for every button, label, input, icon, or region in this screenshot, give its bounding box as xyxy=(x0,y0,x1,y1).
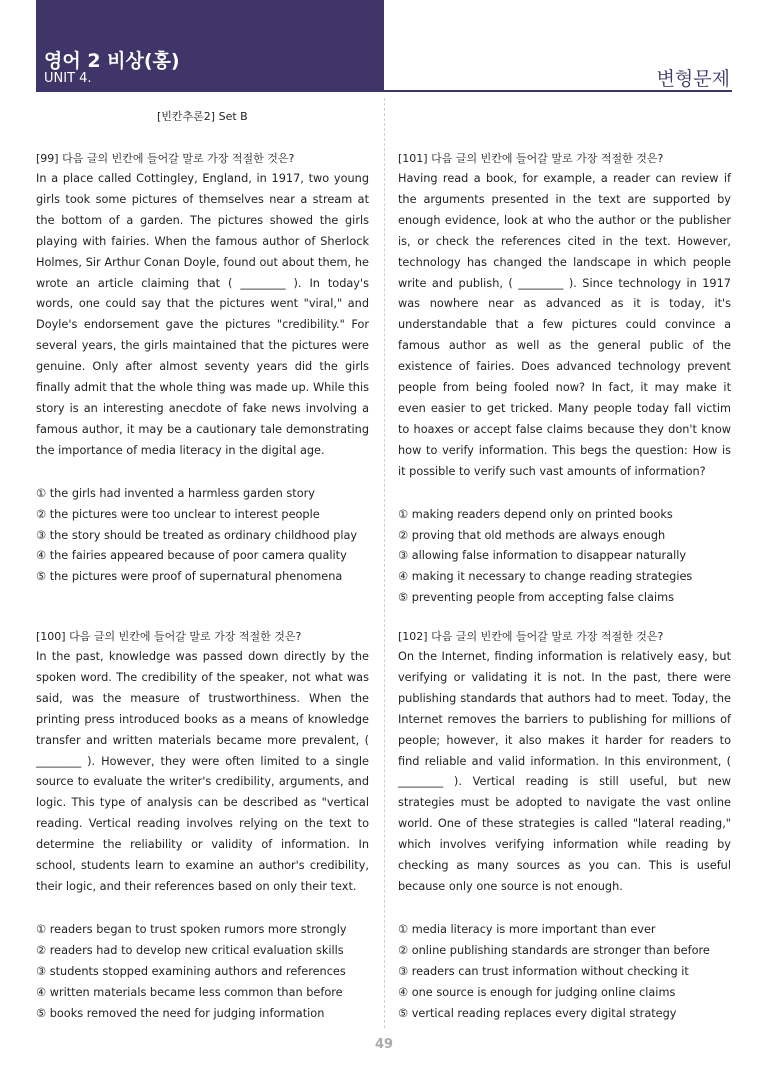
answer-option[interactable]: ④ the fairies appeared because of poor camera quality xyxy=(36,549,347,563)
question-passage: In a place called Cottingley, England, in 1917, two young girls took some pictures of themselves near a stream at the bottom of a garden. The pictures showed the girls playing with fairies. When the famous author of Sherlock Holmes, Sir Arthur Conan Doyle, found out about them, he wrote an article claiming that ( ________ ). In today's words, one could say that the pictures went "viral," and Doyle's endorsement gave the pictures "credibility." For several years, the girls maintained that the pictures were genuine. Only after almost seventy years did the girls finally admit that the whole thing was made up. While this story is an interesting anecdote of fake news involving a famous author, it may be a cautionary tale demonstrating the importance of media literacy in the digital age. xyxy=(36,172,369,457)
answer-option[interactable]: ① media literacy is more important than ever xyxy=(398,922,656,936)
answer-option[interactable]: ④ making it necessary to change reading strategies xyxy=(398,570,693,584)
answer-options xyxy=(36,484,369,589)
answer-option[interactable]: ⑤ the pictures were proof of supernatural phenomena xyxy=(36,570,343,584)
answer-options xyxy=(398,505,731,610)
answer-option[interactable]: ③ the story should be treated as ordinary childhood play xyxy=(36,528,358,542)
question-99 xyxy=(36,148,369,588)
section-label: 변형문제 xyxy=(656,68,730,90)
answer-option[interactable]: ⑤ preventing people from accepting false claims xyxy=(398,591,675,605)
question-passage: On the Internet, finding information is relatively easy, but verifying or validating it is not. In the past, there were publishing standards that authors had to meet. Today, the Internet removes the barriers to publishing for millions of people; however, it also makes it harder for readers to find reliable and valid information. In this environment, ( ________ ). Vertical reading is still useful, but new strategies must be adopted to navigate the vast online world. One of these strategies is called "lateral reading," which involves verifying information while reading by checking as many sources as you can. This is useful because only one source is not enough. xyxy=(398,650,731,893)
question-101 xyxy=(398,148,731,609)
question-heading: [102] 다음 글의 빈칸에 들어갈 말로 가장 적절한 것은? xyxy=(398,630,664,643)
unit-label: UNIT 4. xyxy=(44,71,92,86)
answer-option[interactable]: ② proving that old methods are always enough xyxy=(398,528,666,542)
answer-option[interactable]: ④ written materials became less common than before xyxy=(36,985,343,999)
answer-options xyxy=(36,920,369,1025)
question-passage: Having read a book, for example, a reader can review if the arguments presented in the text are supported by enough evidence, look at who the author or the publisher is, or check the references cited in the text. However, technology has changed the landscape in which people write and publish, ( ________ ). Since technology in 1917 was nowhere near as advanced as it is today, it's understandable that a few pictures could convince a famous author as well as the general public of the existence of fairies. Does advanced technology prevent people from being fooled now? In fact, it may make it even easier to get tricked. Many people today fall victim to hoaxes or accept false claims because they don't know how to verify information. This begs the question: How is it possible to verify such vast amounts of information? xyxy=(398,172,731,478)
answer-option[interactable]: ④ one source is enough for judging online claims xyxy=(398,985,676,999)
question-102 xyxy=(398,626,731,1024)
answer-option[interactable]: ③ readers can trust information without checking it xyxy=(398,964,689,978)
answer-option[interactable]: ① the girls had invented a harmless garden story xyxy=(36,486,315,500)
page-number: 49 xyxy=(374,1037,394,1052)
answer-option[interactable]: ③ students stopped examining authors and references xyxy=(36,964,346,978)
answer-option[interactable]: ③ allowing false information to disappear naturally xyxy=(398,549,687,563)
answer-option[interactable]: ② the pictures were too unclear to interest people xyxy=(36,507,320,521)
question-passage: In the past, knowledge was passed down directly by the spoken word. The credibility of the speaker, not what was said, was the measure of trustworthiness. When the printing press introduced books as a means of knowledge transfer and written materials became more prevalent, ( ________ ). However, they were often limited to a single source to evaluate the writer's credibility, arguments, and logic. This type of analysis can be described as "vertical reading. Vertical reading involves relying on the text to determine the reliability or validity of information. In school, students learn to examine an author's credibility, their logic, and their references based on only their text. xyxy=(36,650,369,893)
header-rule xyxy=(36,90,732,92)
answer-option[interactable]: ⑤ vertical reading replaces every digital strategy xyxy=(398,1006,677,1020)
answer-option[interactable]: ② readers had to develop new critical evaluation skills xyxy=(36,943,344,957)
answer-option[interactable]: ② online publishing standards are stronger than before xyxy=(398,943,710,957)
textbook-title: 영어 2 비상(홍) xyxy=(44,50,180,72)
question-heading: [101] 다음 글의 빈칸에 들어갈 말로 가장 적절한 것은? xyxy=(398,152,664,165)
question-heading: [99] 다음 글의 빈칸에 들어갈 말로 가장 적절한 것은? xyxy=(36,152,295,165)
answer-options xyxy=(398,920,731,1025)
question-100 xyxy=(36,626,369,1024)
answer-option[interactable]: ① readers began to trust spoken rumors more strongly xyxy=(36,922,347,936)
answer-option[interactable]: ⑤ books removed the need for judging information xyxy=(36,1006,325,1020)
set-subtitle: [빈칸추론2] Set B xyxy=(157,110,248,123)
column-divider xyxy=(384,98,385,1028)
question-heading: [100] 다음 글의 빈칸에 들어갈 말로 가장 적절한 것은? xyxy=(36,630,302,643)
answer-option[interactable]: ① making readers depend only on printed books xyxy=(398,507,673,521)
